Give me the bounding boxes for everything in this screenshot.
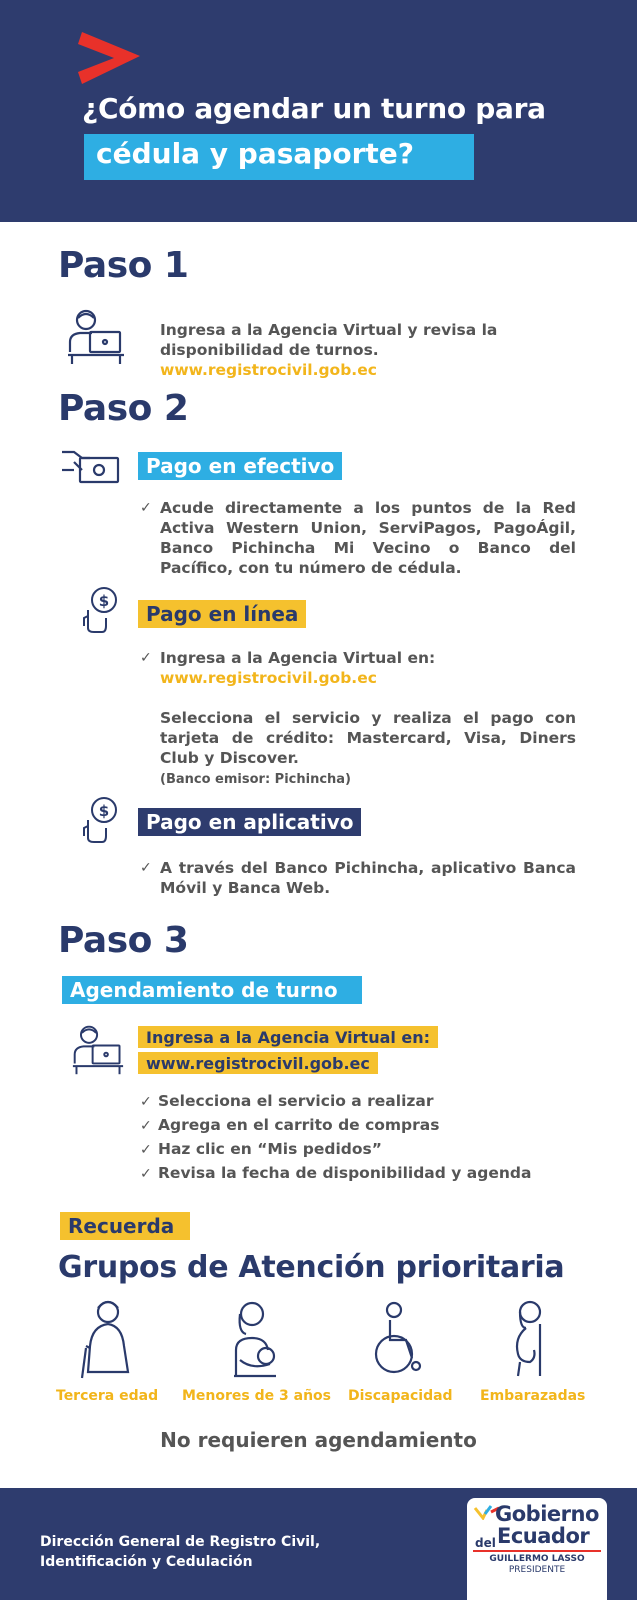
step1-text-line2: disponibilidad de turnos. [160, 341, 379, 359]
step3-highlight-link[interactable]: www.registrocivil.gob.ec [138, 1052, 378, 1074]
check-icon: ✓ [140, 500, 152, 516]
elderly-icon [78, 1298, 134, 1380]
logo-name: GUILLERMO LASSO [489, 1554, 585, 1564]
svg-text:$: $ [98, 802, 110, 820]
step1-title: Paso 1 [58, 245, 189, 286]
group-label-children: Menores de 3 años [182, 1388, 331, 1404]
step3-highlight-text: Ingresa a la Agencia Virtual en: [138, 1026, 438, 1048]
app-payment-tag: Pago en aplicativo [138, 808, 361, 836]
list-item: Selecciona el servicio a realizar [158, 1092, 434, 1110]
group-label-disability: Discapacidad [348, 1388, 453, 1404]
cash-hand-icon [60, 448, 120, 484]
check-icon: ✓ [140, 1118, 152, 1134]
wheelchair-icon [370, 1300, 426, 1380]
step3-title: Paso 3 [58, 920, 189, 961]
reminder-tag: Recuerda [60, 1212, 190, 1240]
check-icon: ✓ [140, 1142, 152, 1158]
page-title-line1: ¿Cómo agendar un turno para [82, 92, 546, 125]
online-payment-note: (Banco emisor: Pichincha) [160, 772, 351, 787]
priority-title: Grupos de Atención prioritaria [58, 1250, 565, 1285]
coin-tap-icon [80, 586, 120, 634]
government-logo [467, 1498, 607, 1600]
list-item: Revisa la fecha de disponibilidad y agenda [158, 1164, 532, 1182]
coin-tap-icon [80, 796, 120, 844]
check-icon: ✓ [140, 860, 152, 876]
check-icon: ✓ [140, 650, 152, 666]
chevron-logo-icon [78, 30, 144, 86]
check-icon: ✓ [140, 1094, 152, 1110]
footer-line2: Identificación y Cedulación [40, 1554, 253, 1570]
step1-text-line1: Ingresa a la Agencia Virtual y revisa la [160, 321, 498, 339]
online-payment-tag: Pago en línea [138, 600, 306, 628]
list-item: Agrega en el carrito de compras [158, 1116, 440, 1134]
list-item: Haz clic en “Mis pedidos” [158, 1140, 382, 1158]
online-payment-text: Ingresa a la Agencia Virtual en: [160, 649, 436, 667]
online-payment-link[interactable]: www.registrocivil.gob.ec [160, 669, 377, 687]
footer-text [40, 1532, 320, 1572]
footer-line1: Dirección General de Registro Civil, [40, 1534, 321, 1550]
cash-payment-text: Acude directamente a los puntos de la Red Activa Western Union, ServiPagos, PagoÁgil, Banco Pichincha Mi Vecino o Banco del Pacífico, con tu número de cédula. [160, 499, 576, 577]
step2-title: Paso 2 [58, 388, 189, 429]
group-label-elderly: Tercera edad [56, 1388, 159, 1404]
check-icon: ✓ [140, 1166, 152, 1182]
app-payment-text: A través del Banco Pichincha, aplicativo Banca Móvil y Banca Web. [160, 859, 576, 897]
scheduling-tag: Agendamiento de turno [62, 976, 362, 1004]
cash-payment-tag: Pago en efectivo [138, 452, 342, 480]
pregnant-woman-icon [506, 1298, 556, 1380]
person-computer-icon [70, 1024, 126, 1076]
svg-text:$: $ [98, 592, 110, 610]
online-payment-text2: Selecciona el servicio y realiza el pago con tarjeta de crédito: Mastercard, Visa, Diners Club y Discover. [160, 709, 576, 767]
logo-divider [473, 1550, 601, 1552]
page-title-line2: cédula y pasaporte? [96, 137, 415, 170]
person-computer-icon [66, 308, 126, 366]
logo-word2: del [475, 1536, 496, 1550]
step1-link[interactable]: www.registrocivil.gob.ec [160, 361, 377, 379]
priority-note: No requieren agendamiento [160, 1428, 477, 1452]
group-label-pregnant: Embarazadas [480, 1388, 586, 1404]
logo-word3: Ecuador [497, 1524, 590, 1548]
mother-child-icon [226, 1298, 282, 1380]
logo-role: PRESIDENTE [508, 1565, 566, 1575]
logo-word1: Gobierno [495, 1502, 599, 1526]
